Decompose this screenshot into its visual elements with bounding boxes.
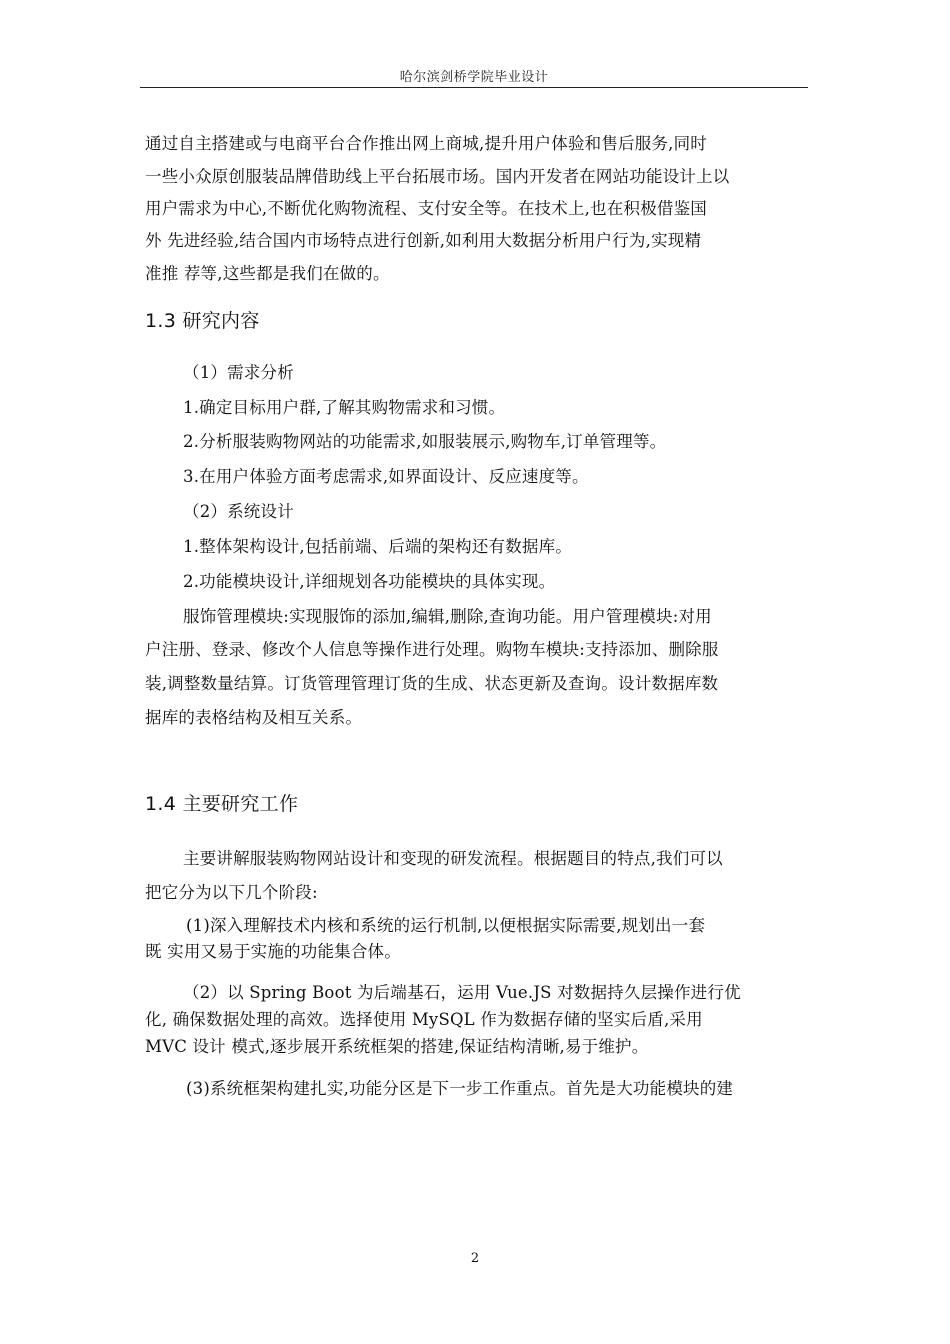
intro-line: 通过自主搭建或与电商平台合作推出网上商城,提升用户体验和售后服务,同时: [145, 134, 707, 153]
running-header: 哈尔滨剑桥学院毕业设计: [399, 70, 549, 85]
list-item: （2）系统设计: [183, 502, 294, 521]
paragraph-line: 主要讲解服装购物网站设计和变现的研发流程。根据题目的特点,我们可以: [183, 849, 723, 868]
paragraph-line: 化, 确保数据处理的高效。选择使用 MySQL 作为数据存储的坚实后盾,采用: [145, 1010, 703, 1029]
paragraph-line: 服饰管理模块:实现服饰的添加,编辑,删除,查询功能。用户管理模块:对用: [183, 607, 712, 626]
list-item: 2.功能模块设计,详细规划各功能模块的具体实现。: [183, 572, 556, 591]
list-item: 1.确定目标用户群,了解其购物需求和习惯。: [183, 398, 506, 417]
paragraph-line: 装,调整数量结算。订货管理管理订货的生成、状态更新及查询。设计数据库数: [145, 674, 719, 693]
paragraph-line: (1)深入理解技术内核和系统的运行机制,以便根据实际需要,规划出一套: [186, 916, 706, 935]
list-item: 1.整体架构设计,包括前端、后端的架构还有数据库。: [183, 537, 572, 556]
paragraph-line: (3)系统框架构建扎实,功能分区是下一步工作重点。首先是大功能模块的建: [186, 1079, 734, 1098]
paragraph-line: MVC 设计 模式,逐步展开系统框架的搭建,保证结构清晰,易于维护。: [145, 1037, 649, 1056]
page-number: 2: [470, 1251, 480, 1266]
list-item: 3.在用户体验方面考虑需求,如界面设计、反应速度等。: [183, 467, 589, 486]
paragraph-line: （2）以 Spring Boot 为后端基石，运用 Vue.JS 对数据持久层操作进行优: [183, 983, 741, 1002]
list-item: 2.分析服装购物网站的功能需求,如服装展示,购物车,订单管理等。: [183, 432, 667, 451]
section-heading-1-3: 1.3 研究内容: [145, 310, 260, 332]
paragraph-line: 据库的表格结构及相互关系。: [145, 708, 363, 727]
paragraph-line: 把它分为以下几个阶段:: [145, 883, 318, 902]
intro-line: 一些小众原创服装品牌借助线上平台拓展市场。国内开发者在网站功能设计上以: [145, 167, 730, 186]
header-rule: [140, 87, 808, 88]
intro-line: 外 先进经验,结合国内市场特点进行创新,如利用大数据分析用户行为,实现精: [145, 231, 702, 250]
section-heading-1-4: 1.4 主要研究工作: [145, 793, 299, 815]
paragraph-line: 既 实用又易于实施的功能集合体。: [145, 942, 401, 961]
list-item: （1）需求分析: [183, 363, 294, 382]
intro-line: 用户需求为中心,不断优化购物流程、支付安全等。在技术上,也在积极借鉴国: [145, 199, 707, 218]
intro-line: 准推 荐等,这些都是我们在做的。: [145, 264, 390, 283]
paragraph-line: 户注册、登录、修改个人信息等操作进行处理。购物车模块:支持添加、删除服: [145, 640, 719, 659]
